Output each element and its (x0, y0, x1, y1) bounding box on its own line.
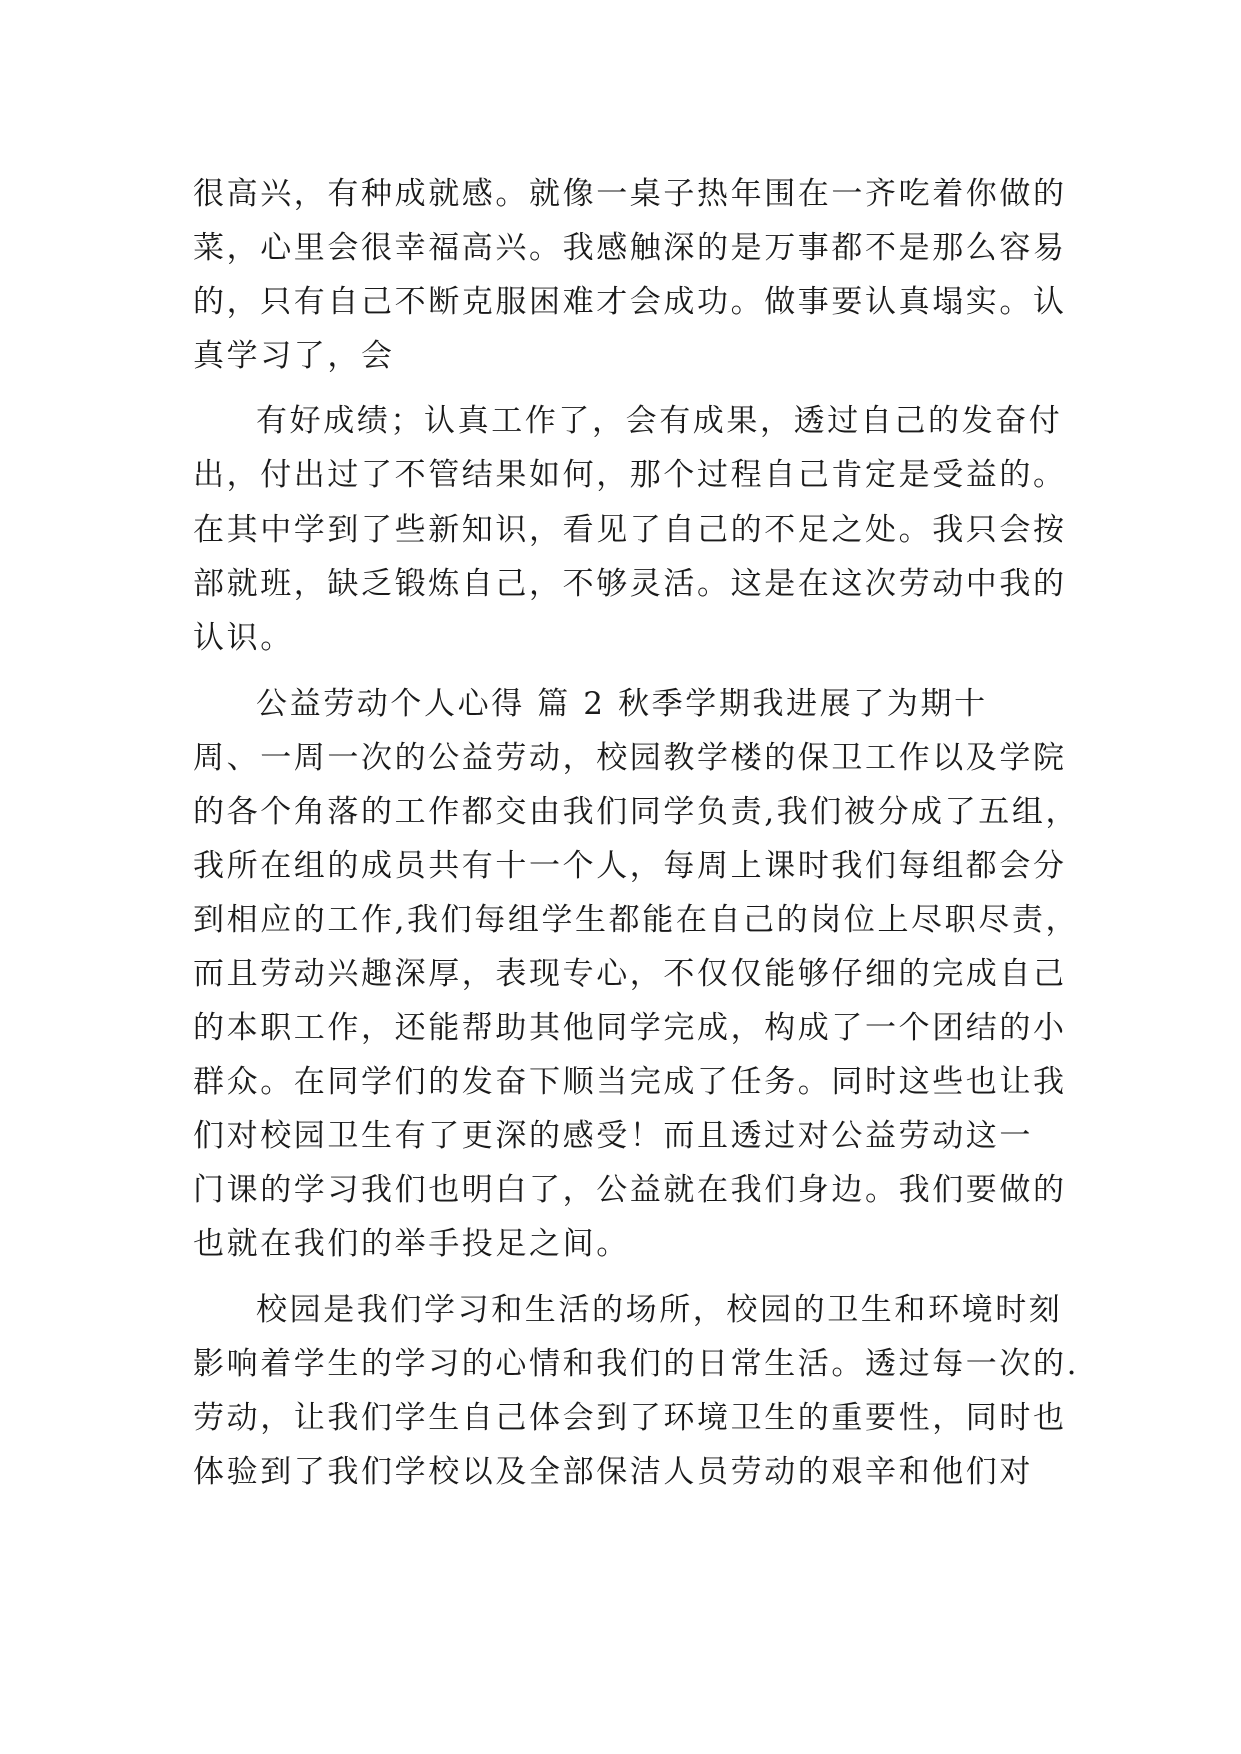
text-line: 认识。 (193, 620, 294, 656)
text-line: 而且劳动兴趣深厚，表现专心，不仅仅能够仔细的完成自己 (193, 956, 1067, 992)
paragraph-first-line: 校园是我们学习和生活的场所，校园的卫生和环境时刻 (256, 1292, 1063, 1328)
text-line: 们对校园卫生有了更深的感受！而且透过对公益劳动这一 (193, 1118, 1033, 1154)
text-line: 体验到了我们学校以及全部保洁人员劳动的艰辛和他们对 (193, 1454, 1033, 1490)
text-line: 菜，心里会很幸福高兴。我感触深的是万事都不是那么容易 (193, 230, 1067, 266)
text-line: 到相应的工作,我们每组学生都能在自己的岗位上尽职尽责， (193, 902, 1080, 938)
text-line: 群众。在同学们的发奋下顺当完成了任务。同时这些也让我 (193, 1064, 1067, 1100)
text-line: 的，只有自己不断克服困难才会成功。做事要认真塌实。认 (193, 284, 1067, 320)
text-line: 的各个角落的工作都交由我们同学负责,我们被分成了五组， (193, 794, 1080, 830)
text-line: 出，付出过了不管结果如何，那个过程自己肯定是受益的。 (193, 457, 1067, 493)
text-line: 在其中学到了些新知识，看见了自己的不足之处。我只会按 (193, 512, 1067, 548)
text-line: 也就在我们的举手投足之间。 (193, 1226, 630, 1262)
text-line: 我所在组的成员共有十一个人，每周上课时我们每组都会分 (193, 848, 1067, 884)
section-heading-line: 公益劳动个人心得 篇 2 秋季学期我进展了为期十 (256, 686, 988, 722)
text-line: 部就班，缺乏锻炼自己，不够灵活。这是在这次劳动中我的 (193, 566, 1067, 602)
text-line: 劳动，让我们学生自己体会到了环境卫生的重要性，同时也 (193, 1400, 1067, 1436)
text-line: 的本职工作，还能帮助其他同学完成，构成了一个团结的小 (193, 1010, 1067, 1046)
paragraph-first-line: 有好成绩；认真工作了，会有成果，透过自己的发奋付 (256, 403, 1063, 439)
text-line: 周、一周一次的公益劳动，校园教学楼的保卫工作以及学院 (193, 740, 1067, 776)
text-line: 影响着学生的学习的心情和我们的日常生活。透过每一次的. (193, 1346, 1080, 1382)
text-line: 真学习了，会 (193, 338, 395, 374)
text-line: 门课的学习我们也明白了，公益就在我们身边。我们要做的 (193, 1172, 1067, 1208)
text-line: 很高兴，有种成就感。就像一桌子热年围在一齐吃着你做的 (193, 176, 1067, 212)
